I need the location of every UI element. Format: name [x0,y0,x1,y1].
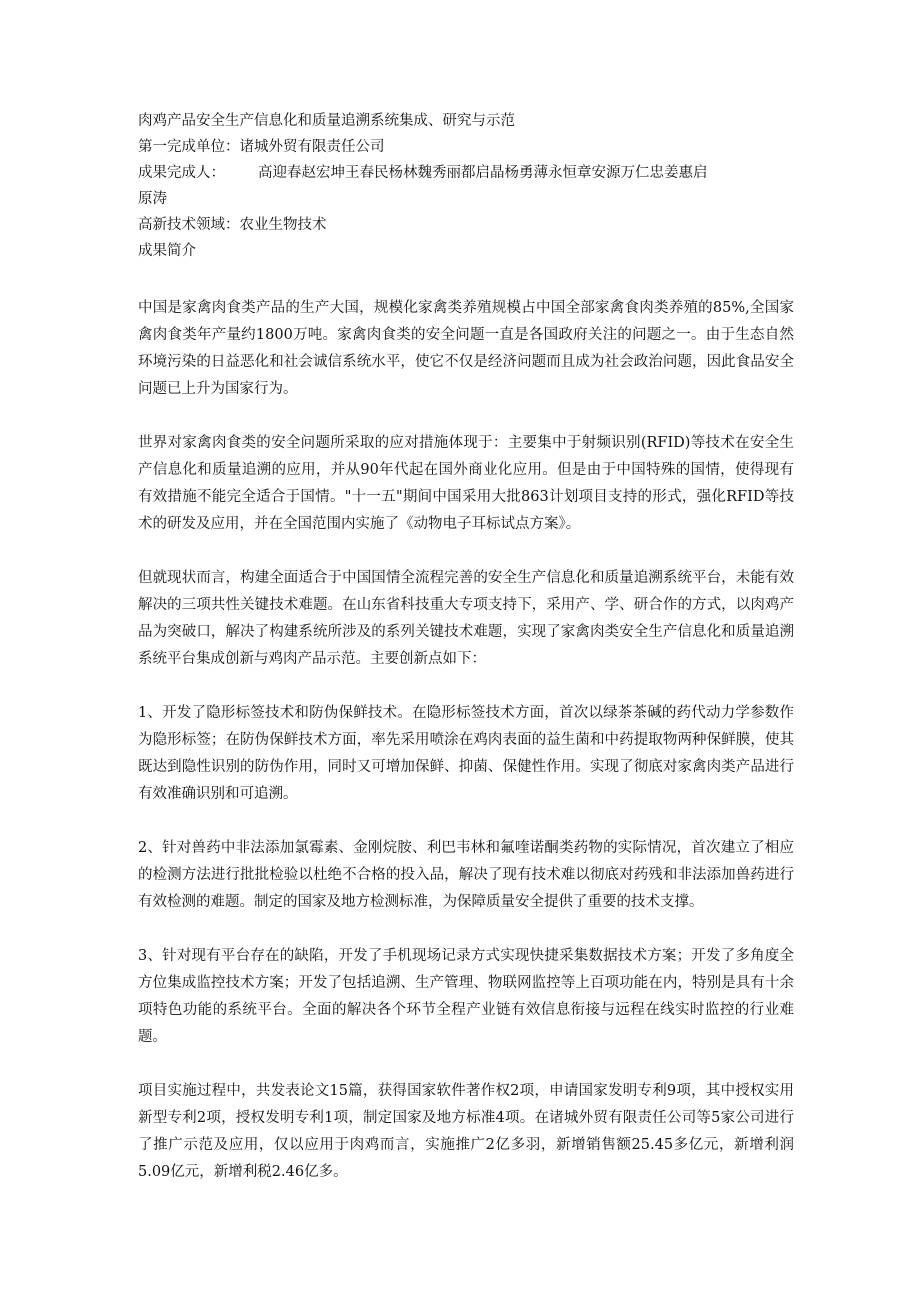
paragraph-innovation-1: 1、开发了隐形标签技术和防伪保鲜技术。在隐形标签技术方面，首次以绿茶茶碱的药代动力学参数作为隐形标签；在防伪保鲜技术方面，率先采用喷涂在鸡肉表面的益生菌和中药提取物两种保鲜膜，使其既达到隐性识别的防伪作用，同时又可增加保鲜、抑菌、保健性作用。实现了彻底对家禽肉类产品进行有效准确识别和可追溯。 [138,705,794,802]
spacer [138,538,794,565]
spacer [138,1051,794,1078]
paragraph-background: 中国是家禽肉食类产品的生产大国，规模化家禽类养殖规模占中国全部家禽食肉类养殖的85%,全国家禽肉食类年产量约1800万吨。家禽肉食类的安全问题一直是各国政府关注的问题之一。由于生态自然环境污染的日益恶化和社会诚信系统水平，使它不仅是经济问题而且成为社会政治问题，因此食品安全问题已上升为国家行为。 [138,300,794,397]
spacer [138,403,794,430]
paragraph-results: 项目实施过程中，共发表论文15篇，获得国家软件著作权2项，申请国家发明专利9项，其中授权实用新型专利2项，授权发明专利1项，制定国家及地方标准4项。在诸城外贸有限责任公司等5家公司进行了推广示范及应用，仅以应用于肉鸡而言，实施推广2亿多羽，新增销售额25.45多亿元，新增利润5.09亿元，新增利税2.46亿多。 [138,1083,794,1180]
completers-label: 成果完成人： [138,165,225,181]
completers-continuation: 原涛 [138,191,167,207]
spacer [138,673,794,700]
spacer [138,916,794,943]
intro-heading: 成果简介 [138,243,196,259]
paragraph-current-status: 但就现状而言，构建全面适合于中国国情全流程完善的安全生产信息化和质量追溯系统平台，未能有效解决的三项共性关键技术难题。在山东省科技重大专项支持下，采用产、学、研合作的方式，以肉鸡产品为突破口，解决了构建系统所涉及的系列关键技术难题，实现了家禽肉类安全生产信息化和质量追溯系统平台集成创新与鸡肉产品示范。主要创新点如下： [138,570,794,667]
paragraph-innovation-2: 2、针对兽药中非法添加氯霉素、金刚烷胺、利巴韦林和氟喹诺酮类药物的实际情况，首次建立了相应的检测方法进行批批检验以杜绝不合格的投入品，解决了现有技术难以彻底对药残和非法添加兽药进行有效检测的难题。制定的国家及地方检测标准，为保障质量安全提供了重要的技术支撑。 [138,840,794,910]
paragraph-innovation-3: 3、针对现有平台存在的缺陷，开发了手机现场记录方式实现快捷采集数据技术方案；开发了多角度全方位集成监控技术方案；开发了包括追溯、生产管理、物联网监控等上百项功能在内，特别是具有十余项特色功能的系统平台。全面的解决各个环节全程产业链有效信息衔接与远程在线实时监控的行业难题。 [138,948,794,1045]
completers-names: 高迎春赵宏坤王春民杨林魏秀丽都启晶杨勇薄永恒章安源万仁忠姜惠启 [258,165,708,181]
paragraph-world-measures: 世界对家禽肉食类的安全问题所采取的应对措施体现于：主要集中于射频识别(RFID)等技术在安全生产信息化和质量追溯的应用，并从90年代起在国外商业化应用。但是由于中国特殊的国情，使得现有有效措施不能完全适合于国情。"十一五"期间中国采用大批863计划项目支持的形式，强化RFID等技术的研发及应用，并在全国范围内实施了《动物电子耳标试点方案》。 [138,435,794,532]
completing-unit-line: 第一完成单位：诸城外贸有限责任公司 [138,139,385,155]
completers-line [138,160,794,186]
tech-field-line: 高新技术领域：农业生物技术 [138,217,327,233]
spacer [138,264,794,295]
document-body [138,108,794,1186]
spacer [138,808,794,835]
document-title: 肉鸡产品安全生产信息化和质量追溯系统集成、研究与示范 [138,113,515,129]
